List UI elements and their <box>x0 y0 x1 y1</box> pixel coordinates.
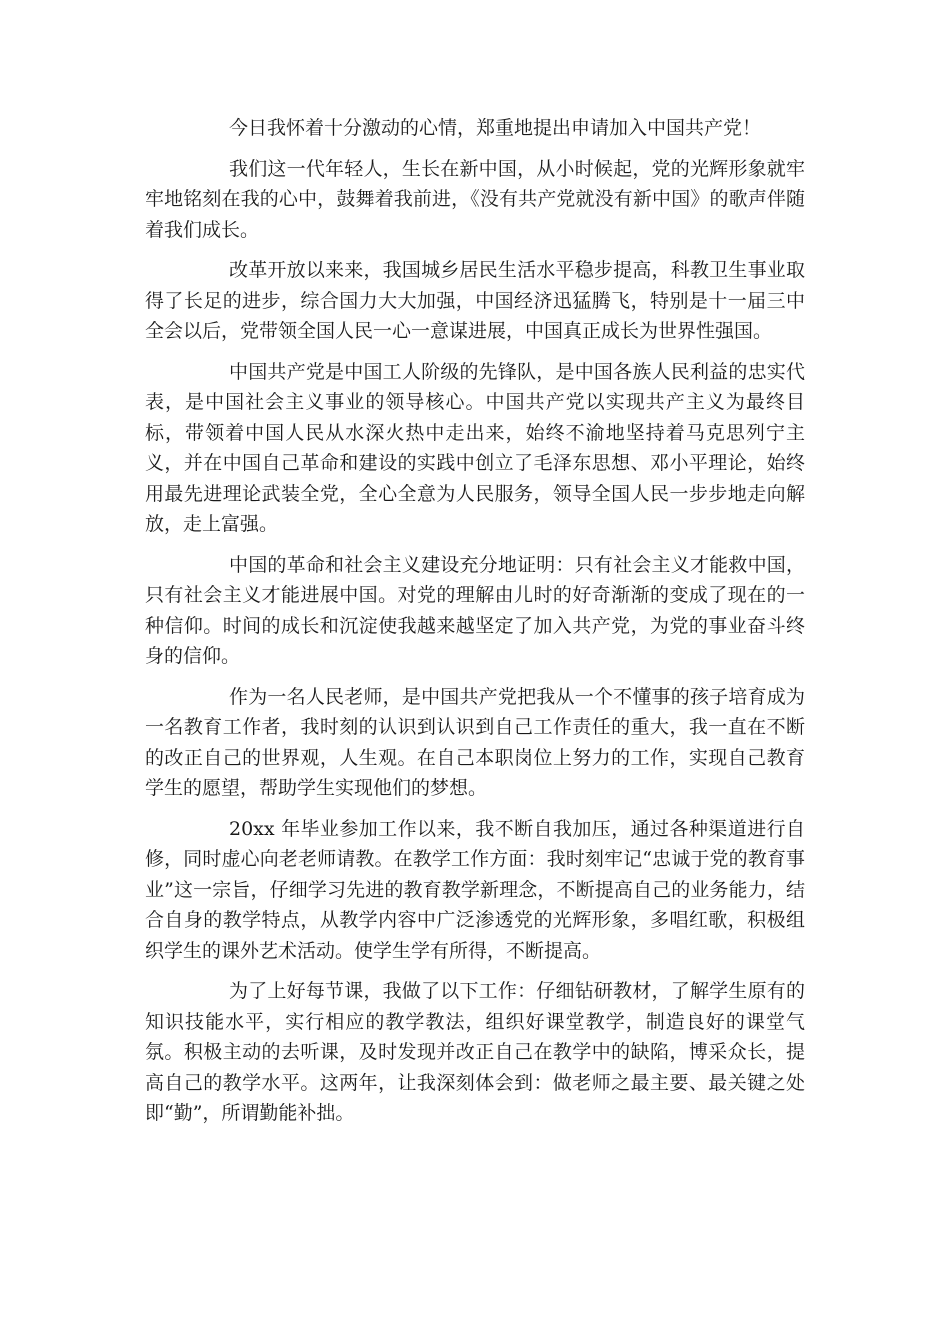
paragraph-4: 中国共产党是中国工人阶级的先锋队，是中国各族人民利益的忠实代表，是中国社会主义事业的领导核心。中国共产党以实现共产主义为最终目标，带领着中国人民从水深火热中走出来，始终不渝地坚持着马克思列宁主义，并在中国自己革命和建设的实践中创立了毛泽东思想、邓小平理论，始终用最先进理论武装全党，全心全意为人民服务，领导全国人民一步步地走向解放，走上富强。 <box>145 360 805 535</box>
paragraph-6: 作为一名人民老师，是中国共产党把我从一个不懂事的孩子培育成为一名教育工作者，我时刻的认识到认识到自己工作责任的重大，我一直在不断的改正自己的世界观，人生观。在自己本职岗位上努力的工作，实现自己教育学生的愿望，帮助学生实现他们的梦想。 <box>145 685 805 799</box>
document-body <box>145 113 805 1139</box>
paragraph-8: 为了上好每节课，我做了以下工作：仔细钻研教材，了解学生原有的知识技能水平，实行相应的教学教法，组织好课堂教学，制造良好的课堂气氛。积极主动的去听课，及时发现并改正自己在教学中的缺陷，博采众长，提高自己的教学水平。这两年，让我深刻体会到：做老师之最主要、最关键之处即“勤”，所谓勤能补拙。 <box>145 980 805 1124</box>
paragraph-3: 改革开放以来来，我国城乡居民生活水平稳步提高，科教卫生事业取得了长足的进步，综合国力大大加强，中国经济迅猛腾飞，特别是十一届三中全会以后，党带领全国人民一心一意谋进展，中国真正成长为世界性强国。 <box>145 259 805 342</box>
paragraph-2: 我们这一代年轻人，生长在新中国，从小时候起，党的光辉形象就牢牢地铭刻在我的心中，鼓舞着我前进，《没有共产党就没有新中国》的歌声伴随着我们成长。 <box>145 157 805 241</box>
paragraph-5: 中国的革命和社会主义建设充分地证明：只有社会主义才能救中国，只有社会主义才能进展中国。对党的理解由儿时的好奇渐渐的变成了现在的一种信仰。时间的成长和沉淀使我越来越坚定了加入共产党，为党的事业奋斗终身的信仰。 <box>145 553 805 667</box>
paragraph-1: 今日我怀着十分激动的心情，郑重地提出申请加入中国共产党！ <box>229 117 762 139</box>
paragraph-7: 20xx 年毕业参加工作以来，我不断自我加压，通过各种渠道进行自修，同时虚心向老老师请教。在教学工作方面：我时刻牢记“忠诚于党的教育事业”这一宗旨，仔细学习先进的教育教学新理念，不断提高自己的业务能力，结合自身的教学特点，从教学内容中广泛渗透党的光辉形象，多唱红歌，积极组织学生的课外艺术活动。使学生学有所得，不断提高。 <box>145 817 805 962</box>
